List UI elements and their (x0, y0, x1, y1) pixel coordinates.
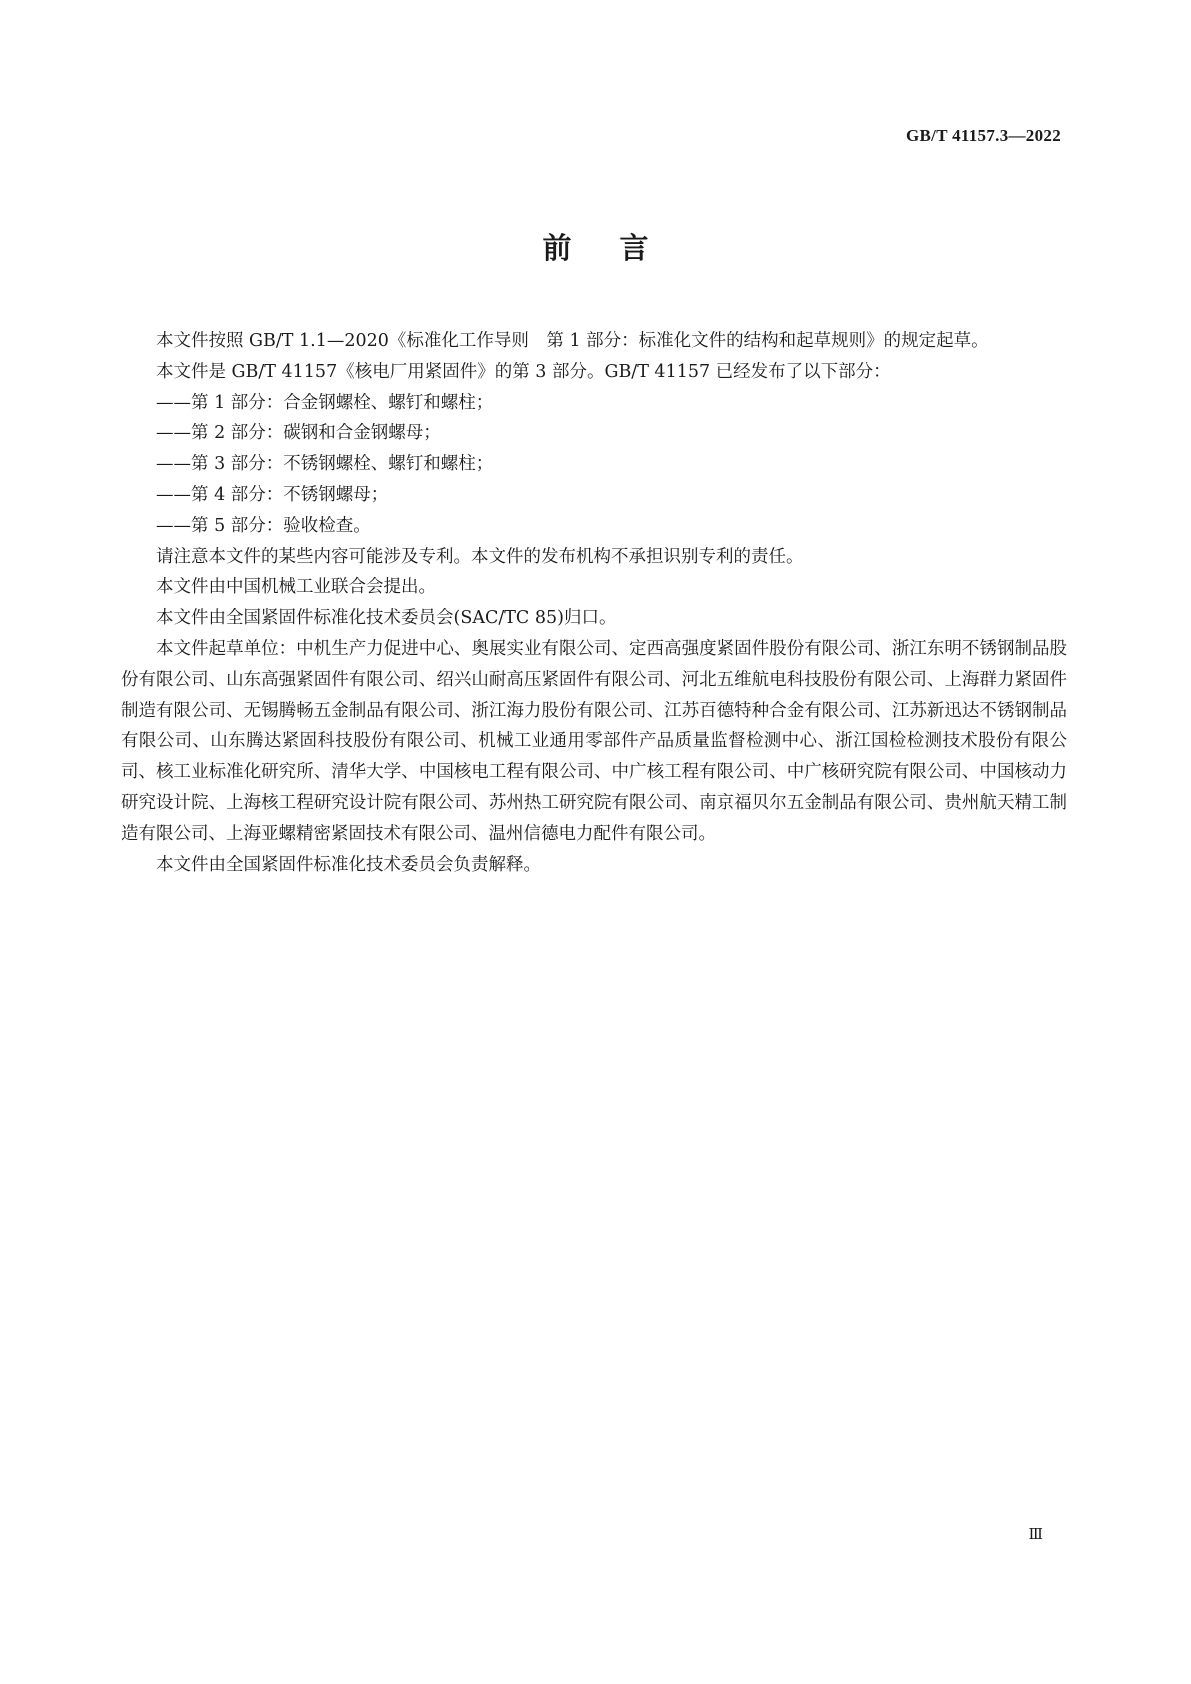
paragraph-drafting-rules: 本文件按照 GB/T 1.1—2020《标准化工作导则 第 1 部分：标准化文件的结构和起草规则》的规定起草。 (156, 331, 989, 351)
foreword-body (121, 326, 1067, 880)
page-title: 前言 (542, 231, 697, 265)
list-item-part-5: ——第 5 部分：验收检查。 (156, 515, 371, 536)
paragraph-proposer: 本文件由中国机械工业联合会提出。 (156, 577, 436, 598)
list-item-part-3: ——第 3 部分：不锈钢螺栓、螺钉和螺柱； (156, 454, 494, 475)
paragraph-interpretation: 本文件由全国紧固件标准化技术委员会负责解释。 (156, 854, 541, 875)
paragraph-administrator: 本文件由全国紧固件标准化技术委员会(SAC/TC 85)归口。 (156, 608, 617, 629)
page-number: Ⅲ (1028, 1527, 1043, 1543)
paragraph-drafting-units: 本文件起草单位：中机生产力促进中心、奥展实业有限公司、定西高强度紧固件股份有限公司、浙江东明不锈钢制品股份有限公司、山东高强紧固件有限公司、绍兴山耐高压紧固件有限公司、河北五维航电科技股份有限公司、上海群力紧固件制造有限公司、无锡腾畅五金制品有限公司、浙江海力股份有限公司、江苏百德特种合金有限公司、江苏新迅达不锈钢制品有限公司、山东腾达紧固科技股份有限公司、机械工业通用零部件产品质量监督检测中心、浙江国检检测技术股份有限公司、核工业标准化研究所、清华大学、中国核电工程有限公司、中广核工程有限公司、中广核研究院有限公司、中国核动力研究设计院、上海核工程研究设计院有限公司、苏州热工研究院有限公司、南京福贝尔五金制品有限公司、贵州航天精工制造有限公司、上海亚螺精密紧固技术有限公司、温州信德电力配件有限公司。 (121, 638, 1067, 844)
paragraph-patent-notice: 请注意本文件的某些内容可能涉及专利。本文件的发布机构不承担识别专利的责任。 (156, 546, 804, 567)
document-number: GB/T 41157.3—2022 (906, 126, 1061, 145)
list-item-part-2: ——第 2 部分：碳钢和合金钢螺母； (156, 423, 441, 444)
list-item-part-1: ——第 1 部分：合金钢螺栓、螺钉和螺柱； (156, 392, 494, 413)
paragraph-series-intro: 本文件是 GB/T 41157《核电厂用紧固件》的第 3 部分。GB/T 41157 已经发布了以下部分： (156, 361, 891, 382)
list-item-part-4: ——第 4 部分：不锈钢螺母； (156, 484, 389, 505)
